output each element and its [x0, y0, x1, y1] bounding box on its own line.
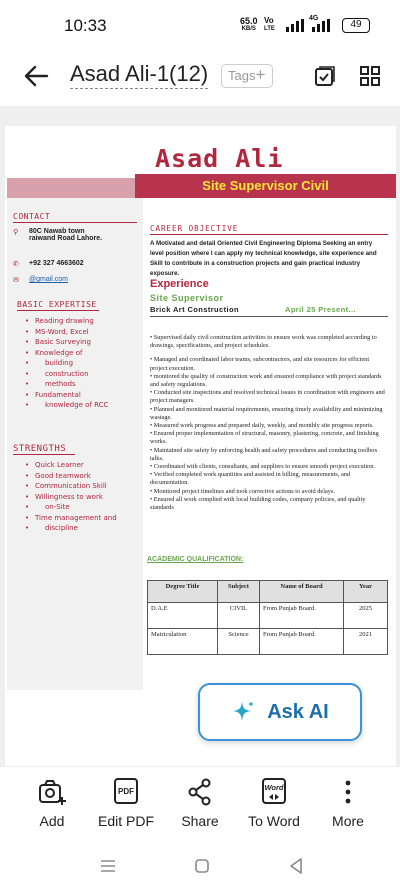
phone-number: +92 327 4663602	[29, 260, 84, 267]
contact-heading: CONTACT	[13, 212, 51, 221]
pdf-icon	[111, 777, 141, 807]
duty-item: • Measured work progress and prepared daily, weekly, and monthly site progress reports.	[150, 422, 374, 430]
duty-item: • Maintained site safety by enforcing health and safety procedures and conducting toolbox talks.	[150, 446, 378, 462]
word-icon-text: Word	[264, 783, 284, 792]
to-word-label: To Word	[248, 813, 300, 829]
strengths-item: • Time management and	[19, 513, 117, 524]
strengths-rule	[13, 454, 75, 455]
table-cell: D.A.E	[148, 603, 218, 629]
expertise-item: • building	[19, 358, 108, 369]
location-pin-icon: ⚲	[13, 229, 19, 236]
career-heading: CAREER OBJECTIVE	[150, 224, 239, 233]
career-rule	[150, 234, 388, 235]
table-cell: 2021	[344, 629, 388, 655]
more-label: More	[332, 813, 364, 829]
expertise-item: • Fundamental	[19, 390, 108, 401]
word-icon	[259, 777, 289, 807]
network-type: 4G	[309, 15, 319, 22]
table-row	[148, 629, 388, 655]
status-time: 10:33	[64, 16, 107, 35]
contact-rule	[13, 222, 137, 223]
network-speed	[240, 17, 258, 33]
strengths-item: • Communication Skill	[19, 481, 117, 492]
table-cell: 2025	[344, 603, 388, 629]
phone	[13, 260, 84, 268]
expertise-heading: BASIC EXPERTISE	[17, 300, 97, 309]
tags-button[interactable]	[221, 64, 273, 88]
volte-icon	[264, 17, 275, 33]
strengths-list	[19, 460, 117, 534]
to-word-button[interactable]	[234, 777, 314, 829]
sparkle-icon	[231, 699, 257, 725]
ask-ai-label: Ask AI	[267, 700, 329, 723]
home-icon[interactable]	[192, 856, 212, 876]
column-header: Degree Title	[148, 581, 218, 603]
signal-icon-2	[312, 19, 330, 32]
grid-view-icon[interactable]	[358, 64, 382, 88]
table-cell: From Punjab Board.	[260, 603, 344, 629]
status-bar	[0, 0, 400, 48]
duties-list	[150, 334, 388, 512]
duty-item: • Planned and monitored material requirements, ensuring timely availability and minimizing wastage.	[150, 405, 383, 421]
phone-icon: ✆	[13, 261, 19, 268]
table-cell: Science	[218, 629, 260, 655]
document-title[interactable]: Asad Ali-1(12)	[70, 61, 208, 89]
address-line2: raiwand Road Lahore.	[29, 235, 103, 242]
recents-icon[interactable]	[98, 856, 118, 876]
app-header	[0, 48, 400, 106]
duty-item: • Verified completed work quantities and assisted in billing, measurements, and documentation.	[150, 471, 351, 487]
strengths-heading: STRENGTHS	[13, 444, 67, 454]
email-icon: ✉	[13, 277, 19, 284]
expertise-item: • methods	[19, 379, 108, 390]
column-header: Year	[344, 581, 388, 603]
strengths-item: • Willingness to work	[19, 492, 117, 503]
duty-item: • Conducted site inspections and resolved technical issues in coordination with engineers and project managers.	[150, 389, 385, 405]
more-vertical-icon	[333, 777, 363, 807]
strengths-item: • discipline	[19, 523, 117, 534]
resume-name: Asad Ali	[155, 144, 284, 173]
tags-plus-icon: +	[255, 65, 266, 84]
academic-table	[147, 580, 388, 655]
duty-item: • Ensured all work complied with local building codes, company policies, and quality standards	[150, 495, 366, 512]
duty-item: • Ensured proper implementation of structural, masonry, plastering, concrete, and finishing works.	[150, 430, 379, 446]
expertise-item: • knowledge of RCC	[19, 400, 108, 411]
duty-item: • Coordinated with clients, consultants, and suppliers to ensure smooth project execution.	[150, 463, 375, 471]
column-header: Name of Board	[260, 581, 344, 603]
experience-rule	[150, 316, 388, 317]
duty-item: • Monitored project timelines and took corrective actions to avoid delays.	[150, 487, 335, 495]
table-cell: Matriculation	[148, 629, 218, 655]
add-button[interactable]	[12, 777, 92, 829]
network-speed-value: 65.0	[240, 16, 258, 26]
system-nav-bar	[0, 844, 400, 892]
expertise-rule	[17, 310, 99, 311]
network-speed-unit: KB/S	[241, 26, 256, 32]
document-viewport[interactable]	[0, 106, 400, 766]
expertise-item: • Basic Surveying	[19, 337, 108, 348]
table-cell: CIVIL	[218, 603, 260, 629]
expertise-item: • MS-Word, Excel	[19, 327, 108, 338]
ask-ai-button[interactable]	[198, 683, 362, 741]
email-address[interactable]: @gmail.com	[29, 276, 69, 283]
edit-pdf-label: Edit PDF	[97, 813, 154, 829]
edit-pdf-button[interactable]	[86, 777, 166, 829]
experience-company: Brick Art Construction	[150, 305, 239, 314]
tags-label: Tags	[228, 68, 256, 83]
experience-heading: Experience	[150, 278, 209, 290]
table-header-row	[148, 581, 388, 603]
duty-item: • Supervised daily civil construction activities to ensure work was completed according to drawings, specifications, and project schedules.	[150, 334, 377, 350]
expertise-item: • Reading drawing	[19, 316, 108, 327]
signal-icon	[286, 19, 304, 32]
back-nav-icon[interactable]	[286, 856, 306, 876]
volte-bottom: LTE	[264, 26, 275, 32]
expertise-list	[19, 316, 108, 411]
bottom-toolbar	[0, 766, 400, 844]
column-header: Subject	[218, 581, 260, 603]
experience-role: Site Supervisor	[150, 293, 224, 303]
more-button[interactable]	[308, 777, 388, 829]
share-icon	[185, 777, 215, 807]
table-cell: From Punjab Board.	[260, 629, 344, 655]
pink-banner	[7, 178, 135, 198]
career-text: A Motivated and detail Oriented Civil Engineering Diploma Seeking an entry level position where I can apply my technical knowledge, site experience and Skill to contribute in a construction projects and gain practical industry exposure.	[150, 240, 377, 277]
battery-icon: 49	[342, 18, 370, 33]
back-arrow-icon[interactable]	[22, 62, 50, 90]
expertise-item: • construction	[19, 369, 108, 380]
add-camera-icon	[37, 777, 67, 807]
volte-top: Vo	[264, 16, 274, 25]
share-label: Share	[181, 813, 219, 829]
resume-page	[5, 126, 396, 766]
academic-heading: ACADEMIC QUALIFICATION:	[147, 556, 244, 563]
duty-item: • Managed and coordinated labor teams, subcontractors, and site resources for efficient project execution.	[150, 356, 370, 372]
select-check-icon[interactable]	[313, 64, 337, 88]
address	[13, 228, 102, 242]
strengths-item: • on-Site	[19, 502, 117, 513]
resume-role: Site Supervisor Civil	[135, 174, 396, 198]
pdf-icon-text: PDF	[118, 787, 134, 796]
email	[13, 276, 68, 284]
expertise-item: • Knowledge of	[19, 348, 108, 359]
strengths-item: • Quick Learner	[19, 460, 117, 471]
add-label: Add	[39, 813, 65, 829]
experience-date: April 25 Present...	[285, 305, 356, 314]
strengths-item: • Good teamwork	[19, 471, 117, 482]
share-button[interactable]	[160, 777, 240, 829]
duty-item: • monitored the quality of construction work and ensured compliance with project standards and safety regulations.	[150, 372, 382, 389]
resume-sidebar	[7, 198, 143, 690]
table-row	[148, 603, 388, 629]
address-line1: 80C Nawab town	[29, 228, 85, 235]
